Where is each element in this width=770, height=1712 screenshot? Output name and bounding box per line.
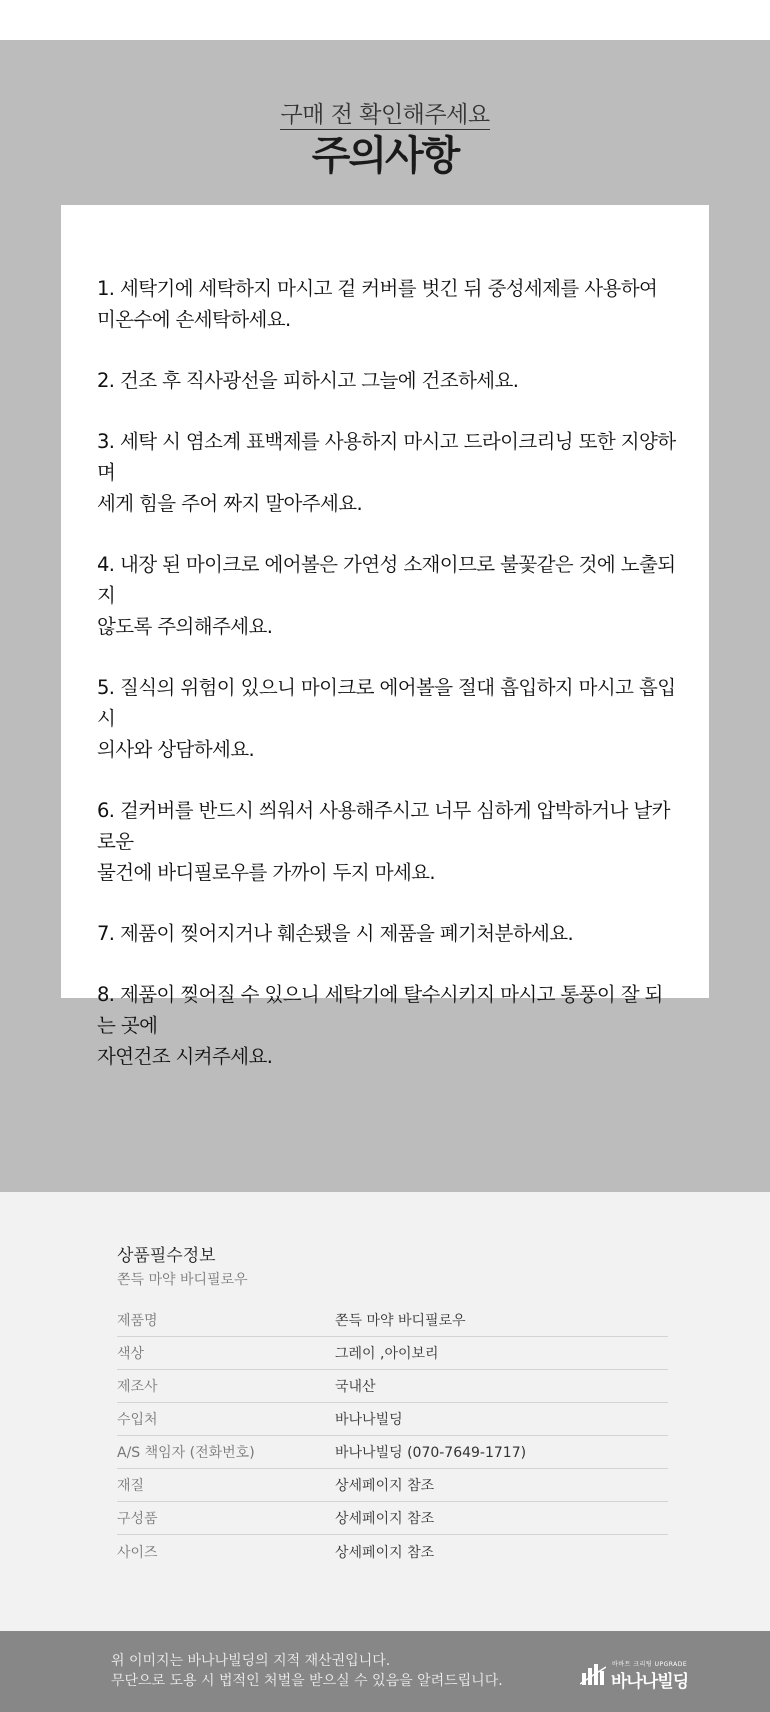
- caution-title: 주의사항: [311, 133, 459, 179]
- info-value: 상세페이지 참조: [335, 1511, 435, 1527]
- info-row: [117, 1403, 668, 1436]
- notice-item-1: 1. 세탁기에 세탁하지 마시고 겉 커버를 벗긴 뒤 중성세제를 사용하여 미온수에 손세탁하세요.: [97, 277, 658, 331]
- info-value: 바나나빌딩: [335, 1412, 403, 1428]
- logo-tagline: 바바트 크리팅 UPGRADE: [612, 1661, 688, 1668]
- logo-wordmark: 바나나빌딩: [611, 1672, 689, 1692]
- building-icon: [580, 1663, 606, 1685]
- notice-item-6: 6. 겉커버를 반드시 씌워서 사용해주시고 너무 심하게 압박하거나 날카로운 물건에 바디필로우를 가까이 두지 마세요.: [97, 799, 670, 884]
- info-row: [117, 1304, 668, 1337]
- info-value: 상세페이지 참조: [335, 1478, 435, 1494]
- info-value: 바나나빌딩 (070-7649-1717): [335, 1445, 527, 1461]
- info-row: [117, 1370, 668, 1403]
- product-info-name: 쫀득 마약 바디필로우: [117, 1272, 248, 1288]
- info-key: 사이즈: [117, 1544, 158, 1561]
- caution-section: [0, 40, 770, 1192]
- notice-item-4: 4. 내장 된 마이크로 에어볼은 가연성 소재이므로 불꽃같은 것에 노출되지 않도록 주의해주세요.: [97, 553, 676, 638]
- info-key: 제품명: [117, 1313, 158, 1329]
- copyright-footer: [0, 1631, 770, 1712]
- info-key: 수입처: [117, 1412, 158, 1428]
- notice-item-2: 2. 건조 후 직사광선을 피하시고 그늘에 건조하세요.: [97, 369, 519, 392]
- info-value: 상세페이지 참조: [335, 1544, 435, 1561]
- product-info-table: [117, 1304, 668, 1568]
- copyright-line-1: 위 이미지는 바나나빌딩의 지적 재산권입니다.: [111, 1653, 391, 1669]
- info-row: [117, 1469, 668, 1502]
- notice-card: [61, 205, 709, 1068]
- info-value: 국내산: [335, 1379, 376, 1395]
- info-row: [117, 1502, 668, 1535]
- product-info-title: 상품필수정보: [117, 1246, 216, 1266]
- info-row: [117, 1337, 668, 1370]
- info-key: A/S 책임자 (전화번호): [117, 1445, 255, 1461]
- info-row: [117, 1535, 668, 1568]
- copyright-notice: [111, 1651, 503, 1691]
- info-key: 제조사: [117, 1379, 158, 1395]
- brand-logo: [580, 1655, 689, 1692]
- info-key: 재질: [117, 1478, 145, 1494]
- notice-item-3: 3. 세탁 시 염소계 표백제를 사용하지 마시고 드라이크리닝 또한 지양하며 세게 힘을 주어 짜지 말아주세요.: [97, 430, 676, 515]
- info-key: 구성품: [117, 1511, 158, 1527]
- product-info-section: [0, 1192, 770, 1631]
- caution-subtitle: 구매 전 확인해주세요: [280, 102, 490, 128]
- info-value: 쫀득 마약 바디필로우: [335, 1313, 466, 1329]
- info-row: [117, 1436, 668, 1469]
- notice-item-7: 7. 제품이 찢어지거나 훼손됐을 시 제품을 폐기처분하세요.: [97, 922, 574, 945]
- notice-item-8: 8. 제품이 찢어질 수 있으니 세탁기에 탈수시키지 마시고 통풍이 잘 되는 곳에 자연건조 시켜주세요.: [97, 983, 663, 1068]
- top-spacer: [0, 0, 770, 40]
- copyright-line-2: 무단으로 도용 시 법적인 처벌을 받으실 수 있음을 알려드립니다.: [111, 1673, 503, 1689]
- info-value: 그레이 ,아이보리: [335, 1346, 439, 1362]
- info-key: 색상: [117, 1346, 145, 1362]
- notice-item-5: 5. 질식의 위험이 있으니 마이크로 에어볼을 절대 흡입하지 마시고 흡입 시 의사와 상담하세요.: [97, 676, 676, 761]
